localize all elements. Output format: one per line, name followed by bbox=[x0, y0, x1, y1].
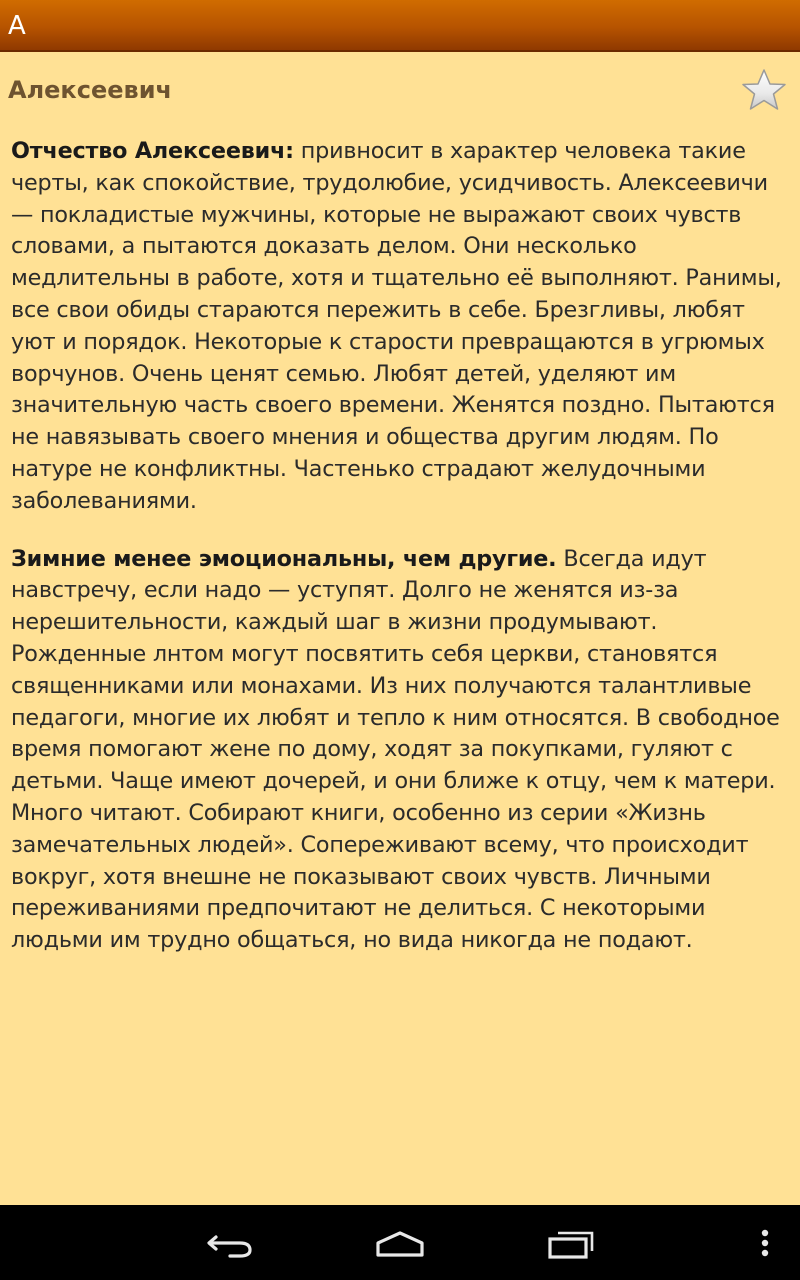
entry-body bbox=[11, 136, 791, 983]
paragraph-winter bbox=[11, 544, 791, 957]
action-bar bbox=[0, 0, 800, 52]
overflow-menu-icon[interactable] bbox=[735, 1223, 795, 1263]
navigation-bar bbox=[0, 1205, 800, 1280]
content-area[interactable] bbox=[0, 52, 800, 1205]
entry-header bbox=[0, 52, 800, 130]
back-icon[interactable] bbox=[200, 1223, 260, 1263]
entry-title: Алексеевич bbox=[8, 76, 172, 104]
paragraph-text: привносит в характер человека такие черты, как спокойствие, трудолюбие, усидчивость. Алексеевичи — покладистые мужчины, которые не выражают своих чувств словами, а пытаются доказать делом. Они несколько медлительны в работе, хотя и тщательно её выполняют. Ранимы, все свои обиды стараются пережить в себе. Брезгливы, любят уют и порядок. Некоторые к старости превращаются в угрюмых ворчунов. Очень ценят семью. Любят детей, уделяют им значительную часть своего времени. Женятся поздно. Пытаются не навязывать своего мнения и общества другим людям. По натуре не конфликтны. Частенько страдают желудочными заболеваниями. bbox=[11, 138, 782, 514]
paragraph-lead: Отчество Алексеевич: bbox=[11, 138, 294, 164]
action-bar-title: А bbox=[8, 11, 26, 41]
recents-icon[interactable] bbox=[540, 1223, 600, 1263]
paragraph-patronymic bbox=[11, 136, 791, 518]
home-icon[interactable] bbox=[370, 1223, 430, 1263]
paragraph-text: Всегда идут навстречу, если надо — уступят. Долго не женятся из-за нерешительности, каждый шаг в жизни продумывают. Рожденные лнтом могут посвятить себя церкви, становятся священниками или монахами. Из них получаются талантливые педагоги, многие их любят и тепло к ним относятся. В свободное время помогают жене по дому, ходят за покупками, гуляют с детьми. Чаще имеют дочерей, и они ближе к отцу, чем к матери. Много читают. Собирают книги, особенно из серии «Жизнь замечательных людей». Сопереживают всему, что происходит вокруг, хотя внешне не показывают своих чувств. Личными переживаниями предпочитают не делиться. С некоторыми людьми им трудно общаться, но вида никогда не подают. bbox=[11, 545, 780, 954]
star-icon[interactable] bbox=[741, 68, 787, 112]
paragraph-lead: Зимние менее эмоциональны, чем другие. bbox=[11, 545, 557, 572]
